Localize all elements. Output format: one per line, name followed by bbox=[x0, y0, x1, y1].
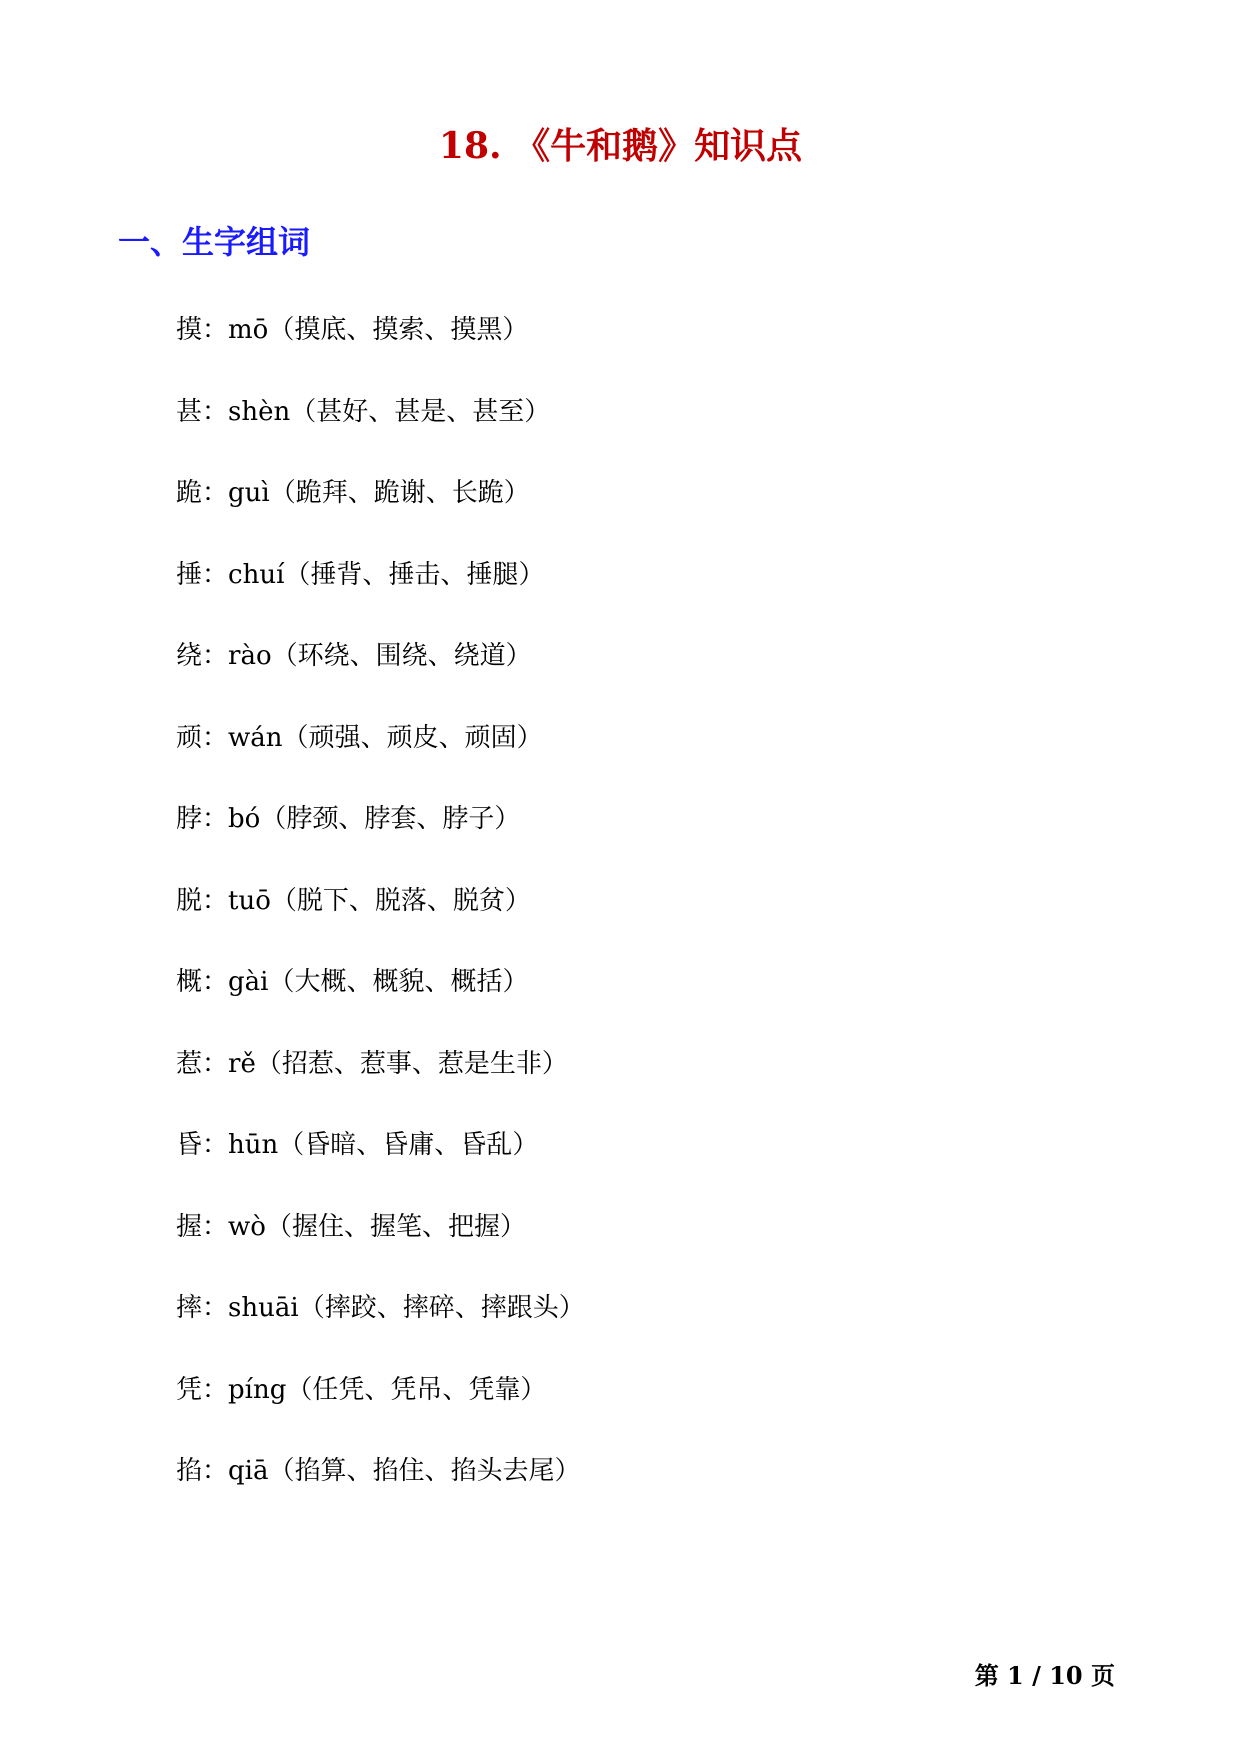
page-number: 第 1 / 10 页 bbox=[974, 1661, 1115, 1690]
entry-char: 握 bbox=[176, 1211, 203, 1242]
entry-char: 概 bbox=[176, 967, 203, 997]
entry-words: 任凭、凭吊、凭靠 bbox=[312, 1374, 521, 1405]
section-heading: 一、生字组词 bbox=[118, 223, 311, 261]
entry-char: 掐 bbox=[176, 1456, 203, 1486]
entry-pinyin: hūn bbox=[228, 1130, 279, 1160]
entry-pinyin: gài bbox=[228, 967, 269, 997]
list-item: 凭：píng（任凭、凭吊、凭靠） bbox=[176, 1374, 547, 1405]
list-item: 捶：chuí（捶背、捶击、捶腿） bbox=[176, 559, 545, 590]
list-item: 顽：wán（顽强、顽皮、顽固） bbox=[176, 722, 543, 753]
entry-words: 昏暗、昏庸、昏乱 bbox=[304, 1130, 513, 1160]
list-item: 脱：tuō（脱下、脱落、脱贫） bbox=[176, 885, 531, 916]
list-item: 握：wò（握住、握笔、把握） bbox=[176, 1211, 526, 1242]
list-item: 绕：rào（环绕、围绕、绕道） bbox=[176, 641, 532, 671]
entry-pinyin: qiā bbox=[228, 1456, 269, 1486]
entry-words: 招惹、惹事、惹是生非 bbox=[281, 1048, 542, 1079]
entry-pinyin: shuāi bbox=[228, 1293, 299, 1323]
entry-words: 掐算、掐住、掐头去尾 bbox=[294, 1456, 555, 1486]
page-title: 18. 《牛和鹅》知识点 bbox=[438, 125, 803, 167]
entry-pinyin: wán bbox=[228, 722, 283, 753]
list-item: 摔：shuāi（摔跤、摔碎、摔跟头） bbox=[176, 1293, 585, 1323]
entry-words: 摔跤、摔碎、摔跟头 bbox=[324, 1293, 559, 1323]
entry-words: 捶背、捶击、捶腿 bbox=[310, 559, 519, 590]
entry-words: 大概、概貌、概括 bbox=[294, 967, 503, 997]
list-item: 惹：rě（招惹、惹事、惹是生非） bbox=[176, 1048, 568, 1079]
list-item: 昏：hūn（昏暗、昏庸、昏乱） bbox=[176, 1130, 539, 1160]
entry-pinyin: mō bbox=[228, 315, 269, 345]
list-item: 掐：qiā（掐算、掐住、掐头去尾） bbox=[176, 1456, 581, 1486]
entry-pinyin: rě bbox=[228, 1048, 256, 1079]
entry-words: 摸底、摸索、摸黑 bbox=[294, 315, 503, 345]
entry-words: 环绕、围绕、绕道 bbox=[297, 641, 506, 671]
entry-pinyin: tuō bbox=[228, 885, 271, 916]
entry-char: 甚 bbox=[176, 396, 203, 427]
entry-words: 顽强、顽皮、顽固 bbox=[308, 722, 517, 753]
list-item: 跪：guì（跪拜、跪谢、长跪） bbox=[176, 478, 530, 508]
entry-words: 脖颈、脖套、脖子 bbox=[286, 804, 495, 834]
entry-char: 脖 bbox=[176, 804, 203, 834]
entry-char: 摸 bbox=[176, 315, 203, 345]
entry-pinyin: rào bbox=[228, 641, 272, 671]
list-item: 概：gài（大概、概貌、概括） bbox=[176, 967, 529, 997]
entry-char: 脱 bbox=[176, 885, 203, 916]
word-list bbox=[176, 310, 585, 1533]
list-item: 摸：mō（摸底、摸索、摸黑） bbox=[176, 315, 529, 345]
entry-char: 惹 bbox=[176, 1048, 203, 1079]
list-item: 脖：bó（脖颈、脖套、脖子） bbox=[176, 804, 521, 834]
entry-pinyin: píng bbox=[228, 1374, 287, 1405]
list-item: 甚：shèn（甚好、甚是、甚至） bbox=[176, 396, 551, 427]
entry-pinyin: bó bbox=[228, 804, 261, 834]
entry-char: 绕 bbox=[176, 641, 203, 671]
entry-words: 跪拜、跪谢、长跪 bbox=[295, 478, 504, 508]
entry-pinyin: shèn bbox=[228, 396, 291, 427]
entry-char: 摔 bbox=[176, 1293, 203, 1323]
entry-pinyin: guì bbox=[228, 478, 270, 508]
entry-pinyin: wò bbox=[228, 1211, 266, 1242]
entry-char: 凭 bbox=[176, 1374, 203, 1405]
entry-char: 顽 bbox=[176, 722, 203, 753]
entry-pinyin: chuí bbox=[228, 559, 285, 590]
entry-char: 昏 bbox=[176, 1130, 203, 1160]
entry-words: 甚好、甚是、甚至 bbox=[316, 396, 525, 427]
entry-words: 握住、握笔、把握 bbox=[291, 1211, 500, 1242]
entry-char: 跪 bbox=[176, 478, 203, 508]
entry-char: 捶 bbox=[176, 559, 203, 590]
entry-words: 脱下、脱落、脱贫 bbox=[296, 885, 505, 916]
